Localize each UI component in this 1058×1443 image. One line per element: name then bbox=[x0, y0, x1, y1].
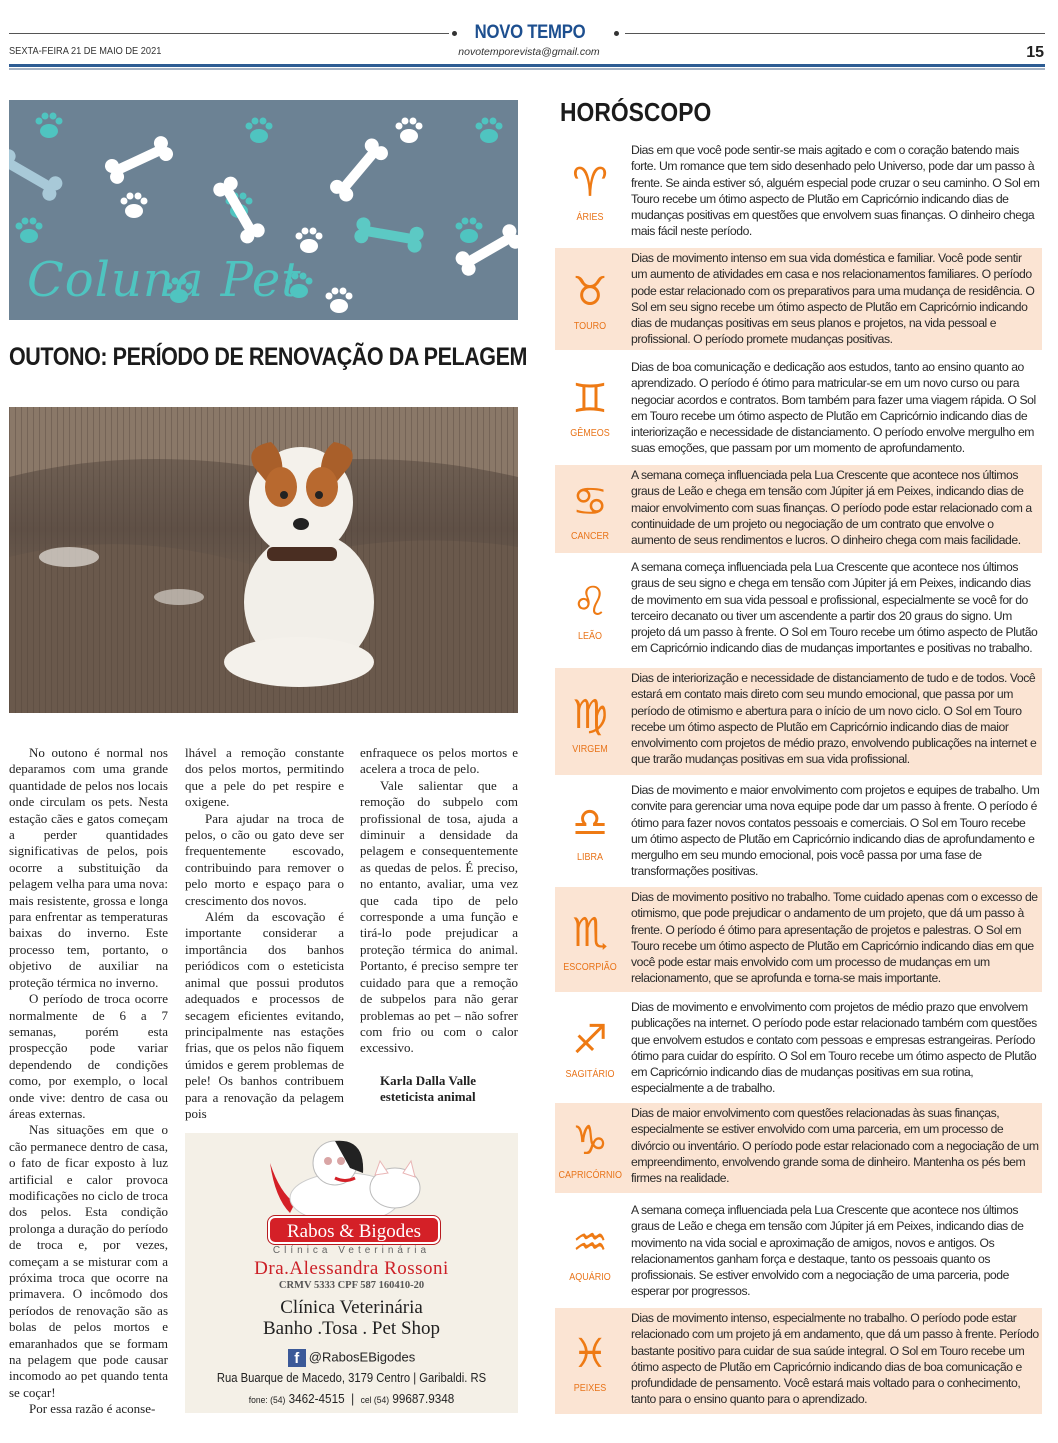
paw-print-icon bbox=[121, 193, 148, 219]
header-divider bbox=[9, 64, 1045, 67]
horoscope-entry-3 bbox=[555, 465, 1042, 553]
doctor-registry: CRMV 5333 CPF 587 160410-20 bbox=[278, 1280, 425, 1291]
paw-print-icon bbox=[36, 113, 63, 139]
sign-name: AQUÁRIO bbox=[569, 1272, 611, 1283]
paw-print-icon bbox=[396, 118, 423, 144]
horoscope-entry-8 bbox=[555, 997, 1042, 1097]
horoscope-entry-4 bbox=[555, 557, 1042, 660]
column-banner bbox=[9, 100, 518, 320]
sign-forecast: Dias de interiorização e necessidade de distanciamento de tudo e de todos. Você estará em contato mais direto com seu mundo emocional, que passa por um período de otimismo e abertura para o início de um novo ciclo. O Sol em Touro recebe um ótimo aspecto de Plutão em Capricórnio indicando dias de maior envolvimento com projetos de médio prazo, envolvendo publicações na internet e que trarão mudanças positivas em sua vida profissional. bbox=[631, 671, 1037, 767]
sign-forecast: Dias de movimento intenso, especialmente no trabalho. O período pode estar relacionado com um projeto já em andamento, que dá um passo à frente. Período bastante positivo para cuidar de sua saúde integral. O Sol em Touro recebe um ótimo aspecto de Plutão em Capricórnio indicando dias de boa comunicação e profundidade de pensamento. Você estará mais voltado para o conhecimento, tanto para o ensino quanto para o aprendizado. bbox=[631, 1311, 1039, 1407]
dog-and-cat-logo bbox=[185, 1133, 518, 1223]
paw-print-icon bbox=[326, 288, 353, 314]
horoscope-title: HORÓSCOPO bbox=[560, 97, 712, 127]
sign-forecast: Dias de movimento positivo no trabalho. Tome cuidado apenas com o excesso de otimismo, que pode prejudicar o andamento de um projeto, que dá um passo à frente. O período é ótimo para apresentação de projetos e palestras. O Sol em Touro recebe um ótimo aspecto de Plutão em Capricórnio indicando dias em que você pode estar mais envolvido com um processo de mudanças em um relacionamento, que se aprofunda e torna-se mais importante. bbox=[631, 890, 1038, 986]
article-column-3 bbox=[360, 745, 518, 1106]
bone-icon bbox=[353, 216, 424, 253]
article-paragraph: Por essa razão é aconse- bbox=[29, 1401, 156, 1417]
libra-icon: ♎ bbox=[572, 800, 608, 846]
banner-title: Coluna Pet bbox=[27, 252, 302, 308]
horoscope-entry-10 bbox=[555, 1200, 1042, 1300]
paw-print-icon bbox=[16, 218, 43, 244]
sign-name: TOURO bbox=[573, 321, 607, 332]
vet-clinic-ad[interactable] bbox=[185, 1133, 518, 1413]
clinic-services bbox=[185, 1297, 518, 1339]
article-paragraph: lhável a remoção constante dos pelos mortos, permitindo que a pele do pet respire e oxigene. bbox=[185, 745, 344, 810]
clinic-type: Clínica Veterinária bbox=[272, 1245, 431, 1256]
horoscope-entry-2 bbox=[555, 357, 1042, 455]
article-title: OUTONO: PERÍODO DE RENOVAÇÃO DA PELAGEM bbox=[9, 343, 527, 371]
facebook-icon: f bbox=[288, 1349, 306, 1367]
header-divider-secondary bbox=[9, 68, 1045, 70]
cancer-icon: ♋ bbox=[572, 479, 608, 525]
clinic-address: Rua Buarque de Macedo, 3179 Centro | Garibaldi. RS bbox=[216, 1371, 487, 1385]
horoscope-entry-6 bbox=[555, 780, 1042, 880]
clinic-logo-name: Rabos & Bigodes bbox=[268, 1216, 440, 1244]
sign-name: LEÃO bbox=[577, 630, 603, 642]
paw-print-icon bbox=[246, 118, 273, 144]
issue-date: SEXTA-FEIRA 21 DE MAIO DE 2021 bbox=[9, 45, 162, 57]
newspaper-name: NOVO TEMPO bbox=[474, 22, 586, 43]
sign-name: PEIXES bbox=[573, 1383, 607, 1394]
gemini-icon: ♊ bbox=[572, 376, 608, 422]
sign-name: SAGITÁRIO bbox=[565, 1069, 615, 1080]
sign-name: LIBRA bbox=[576, 852, 604, 863]
sign-forecast: A semana começa influenciada pela Lua Crescente que acontece nos últimos graus de seu signo e chega em tensão com Júpiter já em Peixes, indicando dias de movimento em sua vida pessoal e profissional, especialmente se você for do terceiro decanato ou tiver um ascendente a partir dos 20 graus do signo. Um projeto dá um passo à frente. O Sol em Touro recebe um ótimo aspecto de Plutão em Capricórnio indicando dias de mudanças importantes e positivas no trabalho. bbox=[631, 560, 1038, 656]
author-role: esteticista animal bbox=[380, 1089, 476, 1105]
sign-name: GÊMEOS bbox=[570, 428, 610, 439]
header-dot bbox=[614, 31, 619, 36]
bone-icon bbox=[453, 222, 518, 279]
header-dot bbox=[452, 31, 457, 36]
leo-icon: ♌ bbox=[572, 578, 608, 625]
author-name: Karla Dalla Valle bbox=[380, 1072, 477, 1088]
sign-forecast: Dias de movimento e envolvimento com projetos de médio prazo que envolvem publicações na internet. O período pode estar relacionado também com questões que envolvem estudos e contato com pessoas e empresas estrangeiras. Período ótimo para cuidar do espírito. O Sol em Touro recebe um ótimo aspecto de Plutão em Capricórnio indicando dias de mudanças positivas em sua rotina, especialmente a de trabalho. bbox=[631, 1000, 1037, 1096]
pisces-icon: ♓ bbox=[572, 1331, 608, 1377]
clinic-phones: fone: (54) 3462-4515 | cel (54) 99687.9348 bbox=[248, 1391, 455, 1406]
article-paragraph: No outono é normal nos deparamos com uma grande quantidade de pelos nos locais onde circulam os pets. Nesta estação cães e gatos começam a perder quantidades significativas de pelos, pois ocorre a substituição da pelagem velha para uma nova: mais resistente, grossa e longa para enfrentar as temperaturas baixas do inverno. Este processo tem, portanto, o objetivo de auxiliar na proteção térmica no inverno. bbox=[9, 745, 168, 990]
horoscope-entry-1 bbox=[555, 248, 1042, 350]
service-line: Banho .Tosa . Pet Shop bbox=[262, 1318, 441, 1339]
sign-name: CAPRICÓRNIO bbox=[558, 1170, 623, 1181]
bone-icon bbox=[103, 134, 176, 186]
virgo-icon: ♍ bbox=[572, 691, 608, 738]
bone-icon bbox=[9, 147, 65, 204]
sign-forecast: Dias em que você pode sentir-se mais agitado e com o coração batendo mais forte. Um romance que tem sido desenhado pelo Universo, pode dar um passo à frente. Se ainda estiver só, alguém especial pode cruzar o seu caminho. O Sol em Touro recebe um ótimo aspecto de Plutão em Capricórnio indicando dias de mudanças positivas em questões que envolvem suas finanças. O dinheiro chega mais fácil neste período. bbox=[631, 143, 1040, 239]
paw-print-icon bbox=[296, 228, 323, 254]
sign-forecast: Dias de boa comunicação e dedicação aos estudos, tanto ao ensino quanto ao aprendizado. O período é ótimo para matricular-se em um novo curso ou para negociar acordos e contratos. Bom também para fazer uma viagem rápida. O Sol em Touro recebe um ótimo aspecto de Plutão em Capricórnio indicando dias de interiorização e necessidade de distanciamento. O período envolve mergulho em suas emoções, que passam por um momento de aprofundamento. bbox=[631, 360, 1036, 456]
article-paragraph: Nas situações em que o cão permanece dentro de casa, o fato de ficar exposto à luz artificial e calor provoca modificações no ciclo de troca dos pelos. Esta condição prolonga a duração do período de troca e, por vezes, começam a se misturar com a próxima troca que ocorre na primavera. O incômodo dos períodos de renovação são as bolas de pelos mortos e emaranhados que se formam na pelagem que pode causar incomodo ao pet quando tenta se coçar! bbox=[9, 1122, 168, 1400]
facebook-handle[interactable] bbox=[185, 1349, 518, 1367]
horoscope-entry-0 bbox=[555, 140, 1042, 240]
dog-on-couch-photo bbox=[9, 407, 518, 713]
aries-icon: ♈ bbox=[572, 160, 608, 206]
horoscope-entry-7 bbox=[555, 887, 1042, 992]
cel-label: cel (54) bbox=[360, 1395, 390, 1406]
horoscope-entry-9 bbox=[555, 1103, 1042, 1193]
bone-icon bbox=[211, 174, 268, 246]
header-rule-right bbox=[625, 33, 1045, 34]
phone-number: 3462-4515 bbox=[288, 1391, 345, 1406]
phone-label: fone: (54) bbox=[248, 1395, 286, 1406]
sign-forecast: A semana começa influenciada pela Lua Crescente que acontece nos últimos graus de Leão e chega em tensão com Júpiter já em Peixes, indicando dias de movimento na vida social e aproximação de amigos, novos e antigos. Os relacionamentos ganham força e destaque, tanto os pessoais quanto os profissionais. Se estiver envolvido com a negociação de uma parceria, pode esperar por progressos. bbox=[631, 1203, 1024, 1299]
paw-print-icon bbox=[456, 218, 483, 244]
sign-name: ÁRIES bbox=[576, 212, 604, 223]
dog-illustration bbox=[9, 407, 518, 713]
scorpio-icon: ♏ bbox=[572, 909, 608, 956]
sign-name: CANCER bbox=[570, 531, 609, 542]
article-column-1 bbox=[9, 745, 168, 1418]
horoscope-entry-5 bbox=[555, 668, 1042, 775]
article-paragraph: enfraquece os pelos mortos e acelera a troca de pelo. bbox=[360, 745, 518, 777]
horoscope-entry-11 bbox=[555, 1308, 1042, 1414]
service-line: Clínica Veterinária bbox=[280, 1297, 423, 1318]
article-paragraph: Vale salientar que a remoção do subpelo com profissional de tosa, ajuda a diminuir a densidade da pelagem e consequentemente as quedas de pelos. É preciso, no entanto, avaliar, uma vez que cada tipo de pelo corresponde a uma função e tirá-lo pode prejudicar a proteção térmica do animal. Portanto, é preciso sempre ter cuidado para que a remoção de subpelos para não gerar problemas ao pet – não sofrer com frio ou com o calor excessivo. bbox=[360, 777, 518, 1056]
article-paragraph: Para ajudar na troca de pelos, o cão ou gato deve ser frequentemente escovado, contribuindo para remover o pelo morto e espaço para o crescimento dos novos. bbox=[185, 810, 344, 908]
paw-print-icon bbox=[476, 118, 503, 144]
sign-forecast: Dias de maior envolvimento com questões relacionadas às suas finanças, especialmente se estiver envolvido com uma parceria, em um processo de divórcio ou inventário. O período pode estar relacionado com a negociação de um empreendimento, envolvendo grande soma de dinheiro. Mantenha os pés bem firmes na realidade. bbox=[631, 1106, 1039, 1186]
capricorn-icon: ♑ bbox=[572, 1118, 608, 1164]
doctor-name: Dra.Alessandra Rossoni bbox=[254, 1258, 449, 1279]
facebook-username: @RabosEBigodes bbox=[308, 1349, 416, 1365]
article-paragraph: Além da escovação é importante considerar a importância dos banhos periódicos com o esteticista animal que possui produtos adequados e processos de secagem eficientes evitando, principalmente nas estações frias, que os pelos não fiquem úmidos e gerem problemas de pele! Os banhos contribuem para a renovação da pelagem pois bbox=[185, 909, 344, 1121]
sign-forecast: Dias de movimento intenso em sua vida doméstica e familiar. Você pode sentir um aumento de atividades em casa e nos relacionamentos familiares. O período pode estar relacionado com os preparativos para uma mudança de residência. O Sol em seu signo recebe um ótimo aspecto de Plutão em Capricórnio indicando dias de mudanças positivas em seus planos e projetos, na vida pessoal e profissional. O período promete mudanças positivas. bbox=[631, 251, 1035, 347]
cel-number: 99687.9348 bbox=[392, 1391, 455, 1406]
sign-name: ESCORPIÃO bbox=[563, 961, 617, 973]
bone-icon bbox=[327, 136, 391, 205]
sign-name: VIRGEM bbox=[572, 743, 608, 755]
contact-email[interactable]: novotemporevista@gmail.com bbox=[458, 46, 600, 58]
sagittarius-icon: ♐ bbox=[572, 1017, 608, 1063]
author-signature bbox=[360, 1073, 518, 1106]
article-paragraph: O período de troca ocorre normalmente de 6 a 7 semanas, porém esta prospecção pode variar dependendo de condições como, por exemplo, o local onde vive: dentro de casa ou áreas externas. bbox=[9, 991, 168, 1121]
article-column-2 bbox=[185, 745, 344, 1122]
taurus-icon: ♉ bbox=[572, 269, 608, 315]
sign-forecast: Dias de movimento e maior envolvimento com projetos e equipes de trabalho. Um convite para gerenciar uma nova equipe pode dar um passo à frente. O período é ótimo para fazer novos contatos pessoais e comerciais. O Sol em Touro recebe um ótimo aspecto de Plutão em Capricórnio indicando dias de aprofundamento e mergulho em seu mundo emocional, pois você passa por uma fase de transformações positivas. bbox=[631, 783, 1040, 879]
header-rule-left bbox=[9, 33, 449, 34]
aquarius-icon: ♒ bbox=[572, 1220, 608, 1266]
sign-forecast: A semana começa influenciada pela Lua Crescente que acontece nos últimos graus de Leão e chega em tensão com Júpiter já em Peixes, indicando dias de maior envolvimento com suas finanças. O período pode estar relacionado com a continuidade de um projeto ou negociação de um contrato que envolve o aumento de seus rendimentos e lucros. O dinheiro chega com mais facilidade. bbox=[631, 468, 1032, 548]
page-number: 15 bbox=[1026, 44, 1044, 61]
